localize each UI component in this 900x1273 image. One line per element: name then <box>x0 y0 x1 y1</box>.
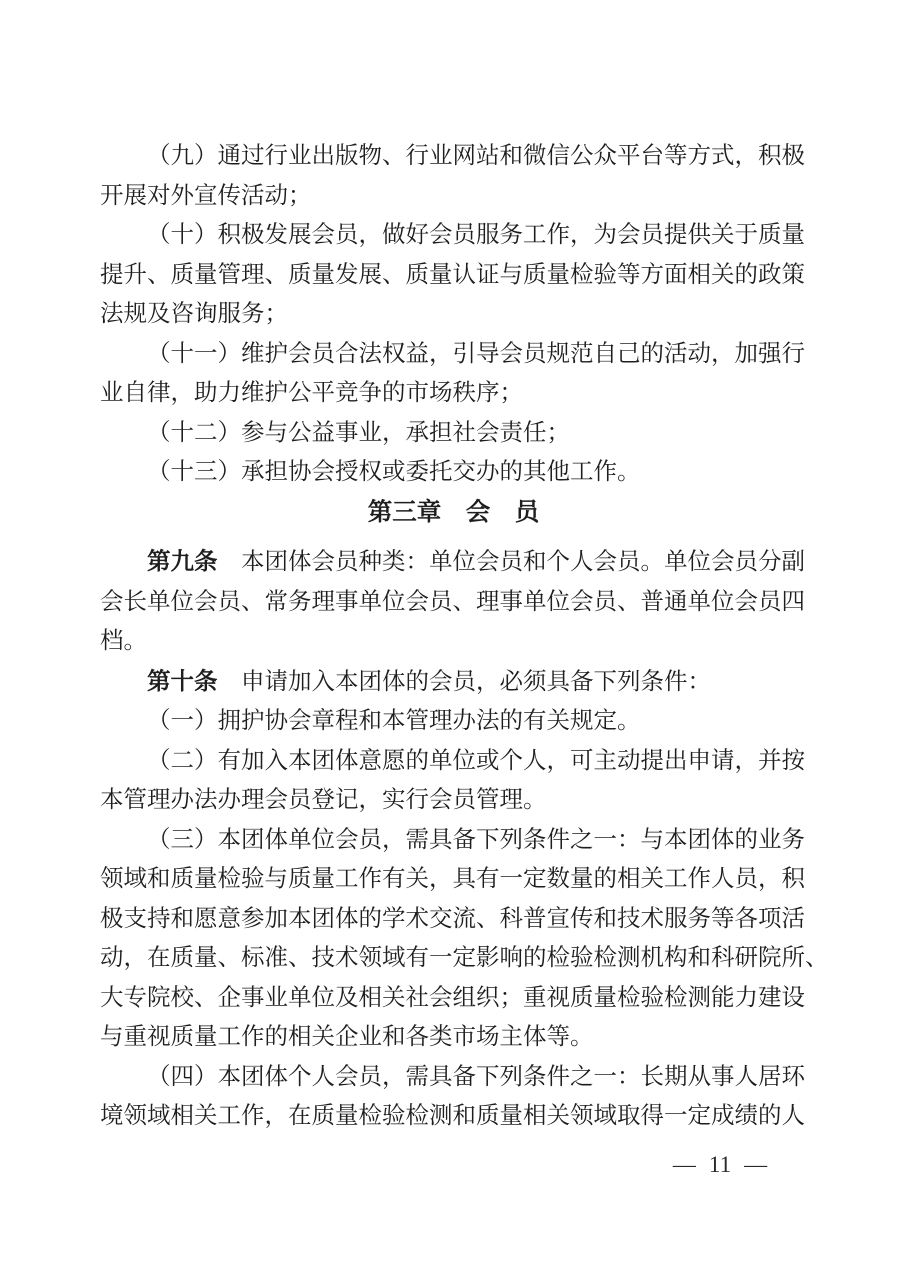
text-run: 动，在质量、标准、技术领域有一定影响的检验检测机构和科研院所、 <box>100 945 829 971</box>
text-run: （一）拥护协会章程和本管理办法的有关规定。 <box>147 708 641 734</box>
text-run: 开展对外宣传活动； <box>100 182 312 209</box>
text-line <box>100 542 807 583</box>
text-line <box>100 979 807 1019</box>
text-line <box>100 414 807 454</box>
footer-dash-right: — <box>744 1152 768 1177</box>
text-run: （十二）参与公益事业，承担社会责任； <box>147 419 570 446</box>
text-run: 境领域相关工作，在质量检验检测和质量相关领域取得一定成绩的人 <box>100 1103 805 1129</box>
text-line <box>100 256 807 296</box>
footer-dash-left: — <box>672 1152 696 1177</box>
text-line <box>100 216 807 256</box>
text-run: 与重视质量工作的相关企业和各类市场主体等。 <box>100 1024 594 1050</box>
text-run: 档。 <box>100 628 147 654</box>
text-line <box>100 821 807 861</box>
text-run: （四）本团体个人会员，需具备下列条件之一：长期从事人居环 <box>147 1063 805 1090</box>
chapter-heading <box>100 493 807 533</box>
bold-text-run: 第三章 会 员 <box>367 498 540 526</box>
text-line <box>100 860 807 900</box>
text-line <box>100 374 807 414</box>
bold-text-run: 第十条 <box>147 667 218 694</box>
page-number: 11 <box>708 1152 732 1177</box>
text-line <box>100 742 807 782</box>
text-line <box>100 900 807 940</box>
text-run: （三）本团体单位会员，需具备下列条件之一：与本团体的业务 <box>147 826 805 853</box>
text-run: 申请加入本团体的会员，必须具备下列条件： <box>217 668 711 695</box>
text-line <box>100 177 807 217</box>
text-run: 极支持和愿意参加本团体的学术交流、科普宣传和技术服务等各项活 <box>100 905 805 932</box>
text-line <box>100 702 807 742</box>
text-run: （十三）承担协会授权或委托交办的其他工作。 <box>147 459 641 485</box>
page-footer <box>620 1150 820 1180</box>
text-run: （二）有加入本团体意愿的单位或个人，可主动提出申请，并按 <box>147 747 805 774</box>
text-run: （九）通过行业出版物、行业网站和微信公众平台等方式，积极 <box>147 143 805 169</box>
text-run: 法规及咨询服务； <box>100 301 288 327</box>
bold-text-run: 第九条 <box>147 548 218 574</box>
text-run: 大专院校、企事业单位及相关社会组织；重视质量检验检测能力建设 <box>100 984 805 1011</box>
text-line <box>100 1018 807 1058</box>
text-line <box>100 1058 807 1098</box>
text-run: 会长单位会员、常务理事单位会员、理事单位会员、普通单位会员四 <box>100 588 805 615</box>
text-run: （十一）维护会员合法权益，引导会员规范自己的活动，加强行 <box>147 340 805 367</box>
text-line <box>100 335 807 375</box>
text-line <box>100 295 807 335</box>
text-line <box>100 662 807 703</box>
text-run: 领域和质量检验与质量工作有关，具有一定数量的相关工作人员，积 <box>100 866 805 892</box>
text-run: （十）积极发展会员，做好会员服务工作，为会员提供关于质量 <box>147 222 805 248</box>
text-line <box>100 939 829 979</box>
text-line <box>100 622 807 662</box>
text-run: 业自律，助力维护公平竞争的市场秩序； <box>100 380 523 406</box>
text-run: 提升、质量管理、质量发展、质量认证与质量检验等方面相关的政策 <box>100 261 805 288</box>
document-body <box>100 137 829 1137</box>
text-run: 本管理办法办理会员登记，实行会员管理。 <box>100 787 547 813</box>
text-line <box>100 781 807 821</box>
text-line <box>100 1097 807 1137</box>
text-line <box>100 137 807 177</box>
text-line <box>100 583 807 623</box>
text-line <box>100 453 807 493</box>
text-run: 本团体会员种类：单位会员和个人会员。单位会员分副 <box>217 549 805 575</box>
